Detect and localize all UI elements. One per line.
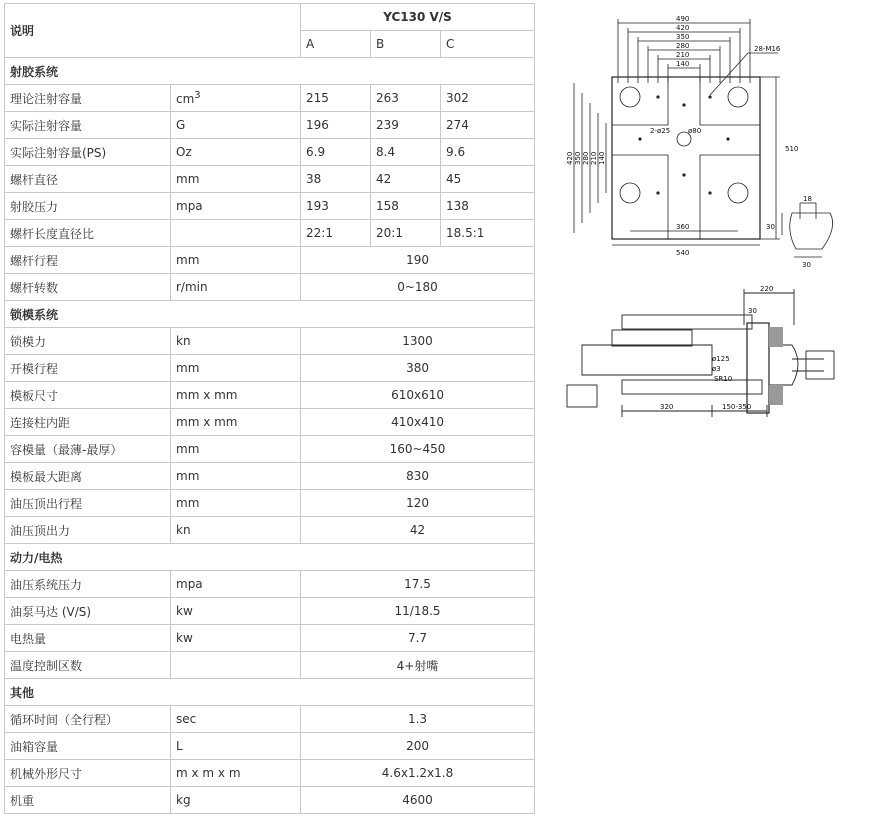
center-label-1: ø80 [688,127,702,135]
spec-row [5,139,535,166]
spec-name: 容模量（最薄-最厚） [5,436,171,463]
spec-row [5,598,535,625]
spec-value: 18.5:1 [441,220,535,247]
spec-name: 油压系统压力 [5,571,171,598]
spec-table [4,3,535,814]
spec-unit: mpa [171,193,301,220]
spec-name: 油压顶出行程 [5,490,171,517]
spec-value: 263 [371,85,441,112]
spec-row [5,706,535,733]
spec-value: 158 [371,193,441,220]
spec-row [5,247,535,274]
dim-left-2: 280 [582,151,590,165]
spec-value: 138 [441,193,535,220]
spec-value: 4600 [301,787,535,814]
spec-unit: mm [171,436,301,463]
dim-left-0: 420 [566,151,574,165]
spec-value: 17.5 [301,571,535,598]
dim-left-3: 210 [590,151,598,165]
spec-row [5,490,535,517]
dim-left-4: 140 [598,151,606,165]
spec-value: 274 [441,112,535,139]
section-header [5,58,535,85]
col-c: C [441,31,535,58]
spec-value: 193 [301,193,371,220]
spec-unit: sec [171,706,301,733]
spec-row [5,166,535,193]
section-title: 射胶系统 [5,58,535,85]
spec-name: 实际注射容量(PS) [5,139,171,166]
spec-unit: mm [171,490,301,517]
section-header [5,544,535,571]
spec-unit: mm [171,355,301,382]
dim-side-0: 18 [803,195,812,203]
spec-unit [171,85,301,112]
col-a: A [301,31,371,58]
dim-left-1: 350 [574,151,582,165]
spec-row [5,571,535,598]
spec-name: 连接柱内距 [5,409,171,436]
dim-bottom-0: 360 [676,223,690,231]
spec-value: 20:1 [371,220,441,247]
unit-text: cm [176,92,195,106]
spec-row [5,733,535,760]
spec-name: 机重 [5,787,171,814]
side-dim-bottom-0: 320 [660,403,674,411]
dim-side-1: 30 [766,223,775,231]
spec-row [5,463,535,490]
side-dim-0: 30 [748,307,757,315]
spec-name: 锁模力 [5,328,171,355]
dim-top-3: 280 [676,42,690,50]
spec-unit: mm [171,166,301,193]
spec-value: 6.9 [301,139,371,166]
spec-value: 410x410 [301,409,535,436]
spec-value: 42 [301,517,535,544]
spec-value: 8.4 [371,139,441,166]
spec-value: 120 [301,490,535,517]
dim-top-1: 420 [676,24,690,32]
dim-top-5: 140 [676,60,690,68]
spec-row [5,517,535,544]
spec-row [5,193,535,220]
spec-name: 螺杆转数 [5,274,171,301]
side-svg [562,285,842,425]
side-dim-2: ø3 [712,365,721,373]
spec-unit: r/min [171,274,301,301]
spec-unit [171,220,301,247]
platen-drawing [560,5,840,270]
spec-unit: m x m x m [171,760,301,787]
dim-bottom-1: 540 [676,249,690,257]
dim-top-2: 350 [676,33,690,41]
spec-row [5,85,535,112]
spec-value: 1300 [301,328,535,355]
spec-value: 215 [301,85,371,112]
section-title: 其他 [5,679,535,706]
spec-name: 模板尺寸 [5,382,171,409]
spec-name: 理论注射容量 [5,85,171,112]
spec-unit: G [171,112,301,139]
model-name: YC130 V/S [301,4,535,31]
spec-value: 302 [441,85,535,112]
unit-exponent: 3 [194,90,201,101]
spec-name: 模板最大距离 [5,463,171,490]
spec-value: 380 [301,355,535,382]
spec-unit: mpa [171,571,301,598]
dim-top-0: 490 [676,15,690,23]
dim-top-4: 210 [676,51,690,59]
section-title: 锁模系统 [5,301,535,328]
spec-value: 9.6 [441,139,535,166]
spec-value: 11/18.5 [301,598,535,625]
spec-value: 239 [371,112,441,139]
spec-value: 1.3 [301,706,535,733]
radius-label: SR10 [714,375,733,383]
spec-name: 实际注射容量 [5,112,171,139]
spec-value: 160~450 [301,436,535,463]
spec-value: 42 [371,166,441,193]
spec-row [5,382,535,409]
spec-name: 机械外形尺寸 [5,760,171,787]
spec-name: 循环时间（全行程） [5,706,171,733]
spec-value: 4+射嘴 [301,652,535,679]
spec-value: 4.6x1.2x1.8 [301,760,535,787]
spec-value: 7.7 [301,625,535,652]
spec-row [5,328,535,355]
spec-name: 开模行程 [5,355,171,382]
spec-row [5,220,535,247]
col-b: B [371,31,441,58]
spec-row [5,760,535,787]
platen-svg [560,5,840,270]
side-dim-1: ø125 [712,355,730,363]
spec-value: 38 [301,166,371,193]
spec-value: 196 [301,112,371,139]
side-dim-top: 220 [760,285,774,293]
section-header [5,679,535,706]
spec-unit: mm x mm [171,382,301,409]
spec-value: 22:1 [301,220,371,247]
spec-value: 0~180 [301,274,535,301]
spec-row [5,355,535,382]
spec-row [5,787,535,814]
spec-name: 油泵马达 (V/S) [5,598,171,625]
spec-value: 190 [301,247,535,274]
spec-name: 油压顶出力 [5,517,171,544]
spec-row [5,409,535,436]
spec-unit: kw [171,625,301,652]
spec-row [5,652,535,679]
side-dim-bottom-1: 150-350 [722,403,752,411]
spec-unit: kn [171,517,301,544]
bolt-label: 28-M16 [754,45,781,53]
spec-name: 螺杆直径 [5,166,171,193]
side-drawing [562,285,842,425]
spec-value: 45 [441,166,535,193]
spec-value: 830 [301,463,535,490]
spec-unit: mm [171,463,301,490]
spec-name: 螺杆长度直径比 [5,220,171,247]
spec-unit: mm x mm [171,409,301,436]
spec-value: 610x610 [301,382,535,409]
spec-name: 射胶压力 [5,193,171,220]
spec-row [5,274,535,301]
spec-value: 200 [301,733,535,760]
spec-row [5,625,535,652]
spec-unit: kg [171,787,301,814]
spec-name: 电热量 [5,625,171,652]
spec-unit: L [171,733,301,760]
spec-row [5,436,535,463]
dim-side-2: 30 [802,261,811,269]
center-label-0: 2-ø25 [650,127,671,135]
section-title: 动力/电热 [5,544,535,571]
dim-right: 510 [785,145,799,153]
spec-name: 油箱容量 [5,733,171,760]
spec-name: 螺杆行程 [5,247,171,274]
spec-name: 温度控制区数 [5,652,171,679]
spec-row [5,112,535,139]
spec-unit: mm [171,247,301,274]
spec-unit: kw [171,598,301,625]
header-label: 说明 [5,4,301,58]
spec-unit [171,652,301,679]
spec-unit: kn [171,328,301,355]
header-row [5,4,535,31]
spec-unit: Oz [171,139,301,166]
section-header [5,301,535,328]
